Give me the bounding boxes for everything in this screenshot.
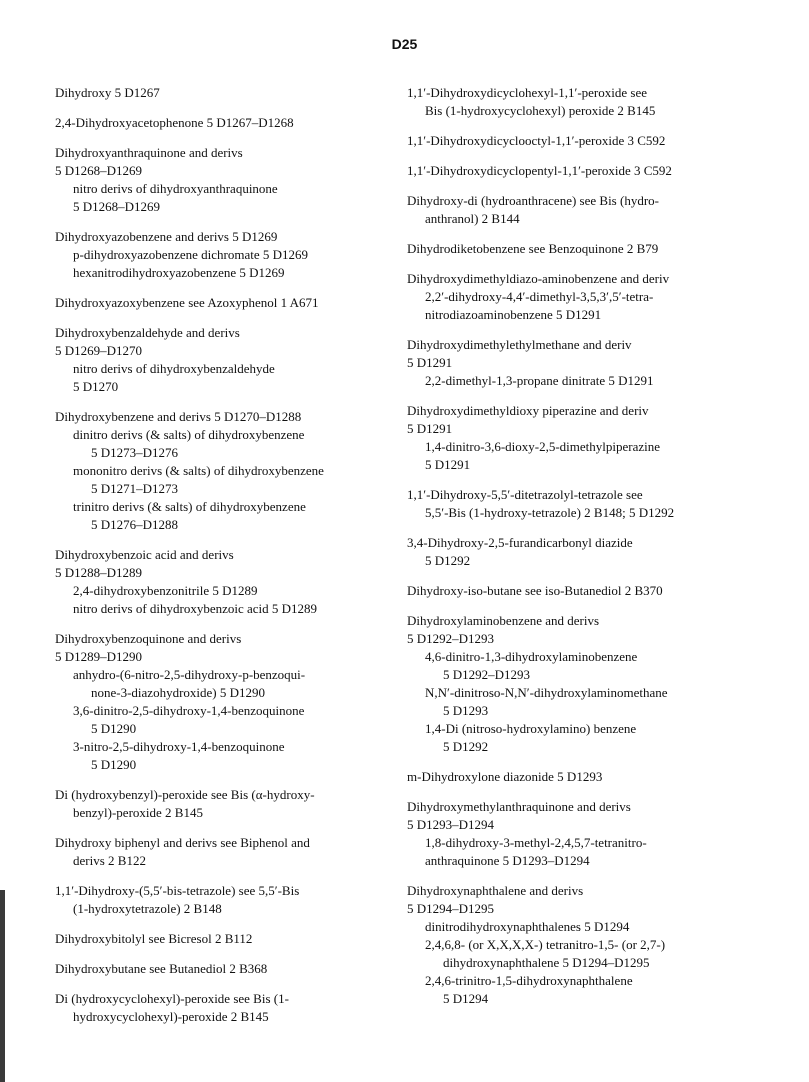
index-headword-line: 1,1′-Dihydroxydicyclooctyl-1,1′-peroxide 3 C592 <box>407 133 666 148</box>
index-entry <box>407 882 752 1008</box>
index-entry <box>407 534 752 570</box>
index-subline: 5 D1268–D1269 <box>73 199 161 214</box>
index-headword-line: 5 D1291 <box>407 421 453 436</box>
index-subline: anthraquinone 5 D1293–D1294 <box>425 853 590 868</box>
index-subline: derivs 2 B122 <box>73 853 146 868</box>
index-entry <box>55 114 390 132</box>
index-subline: dihydroxynaphthalene 5 D1294–D1295 <box>443 955 650 970</box>
index-headword-line: Di (hydroxycyclohexyl)-peroxide see Bis (1- <box>55 991 289 1006</box>
index-subline: 5 D1276–D1288 <box>91 517 179 532</box>
index-subline: 5 D1293 <box>443 703 489 718</box>
index-subline: 2,4-dihydroxybenzonitrile 5 D1289 <box>73 583 258 598</box>
index-entry <box>55 786 390 822</box>
index-subline: nitro derivs of dihydroxybenzaldehyde <box>73 361 275 376</box>
index-subline: (1-hydroxytetrazole) 2 B148 <box>73 901 222 916</box>
index-subline: 1,4-Di (nitroso-hydroxylamino) benzene <box>425 721 637 736</box>
index-subline: 5 D1270 <box>73 379 119 394</box>
index-headword-line: Dihydroxybenzaldehyde and derivs <box>55 325 240 340</box>
index-headword-line: 5 D1288–D1289 <box>55 565 143 580</box>
index-entry <box>55 630 390 774</box>
index-headword-line: Dihydroxylaminobenzene and derivs <box>407 613 600 628</box>
index-headword-line: 1,1′-Dihydroxydicyclopentyl-1,1′-peroxide 3 C592 <box>407 163 672 178</box>
index-headword-line: 5 D1292–D1293 <box>407 631 495 646</box>
index-subline: 5 D1290 <box>91 721 137 736</box>
index-subline: dinitro derivs (& salts) of dihydroxybenzene <box>73 427 305 442</box>
index-headword-line: 5 D1293–D1294 <box>407 817 495 832</box>
index-entry <box>407 192 752 228</box>
index-headword-line: 5 D1291 <box>407 355 453 370</box>
index-subline: Bis (1-hydroxycyclohexyl) peroxide 2 B145 <box>425 103 656 118</box>
page-header: D25 <box>391 36 418 52</box>
index-headword-line: Dihydroxydimethyldioxy piperazine and deriv <box>407 403 649 418</box>
index-headword-line: Dihydroxybenzoic acid and derivs <box>55 547 234 562</box>
index-subline: 5 D1290 <box>91 757 137 772</box>
index-entry <box>55 546 390 618</box>
index-subline: 2,2′-dihydroxy-4,4′-dimethyl-3,5,3′,5′-tetra- <box>425 289 654 304</box>
index-entry <box>55 144 390 216</box>
index-subline: mononitro derivs (& salts) of dihydroxybenzene <box>73 463 324 478</box>
index-headword-line: 5 D1289–D1290 <box>55 649 143 664</box>
index-headword-line: 1,1′-Dihydroxydicyclohexyl-1,1′-peroxide see <box>407 85 647 100</box>
index-entry <box>407 768 752 786</box>
index-subline: 1,8-dihydroxy-3-methyl-2,4,5,7-tetranitro- <box>425 835 647 850</box>
index-subline: dinitrodihydroxynaphthalenes 5 D1294 <box>425 919 630 934</box>
index-headword-line: Dihydroxy 5 D1267 <box>55 85 160 100</box>
index-entry <box>407 798 752 870</box>
index-entry <box>407 402 752 474</box>
index-subline: 2,4,6,8- (or X,X,X,X-) tetranitro-1,5- (or 2,7-) <box>425 937 666 952</box>
index-headword-line: Dihydroxybitolyl see Bicresol 2 B112 <box>55 931 253 946</box>
index-subline: nitrodiazoaminobenzene 5 D1291 <box>425 307 602 322</box>
index-subline: p-dihydroxyazobenzene dichromate 5 D1269 <box>73 247 309 262</box>
index-headword-line: Dihydroxyanthraquinone and derivs <box>55 145 243 160</box>
index-entry <box>407 132 752 150</box>
index-headword-line: Dihydroxynaphthalene and derivs <box>407 883 584 898</box>
index-headword-line: 5 D1269–D1270 <box>55 343 143 358</box>
index-headword-line: 1,1′-Dihydroxy-(5,5′-bis-tetrazole) see 5,5′-Bis <box>55 883 300 898</box>
index-subline: 5 D1273–D1276 <box>91 445 179 460</box>
index-entry <box>55 408 390 534</box>
index-entry <box>407 336 752 390</box>
index-entry <box>407 612 752 756</box>
index-headword-line: Dihydroxy-iso-butane see iso-Butanediol 2 B370 <box>407 583 663 598</box>
index-subline: trinitro derivs (& salts) of dihydroxybenzene <box>73 499 306 514</box>
index-entry <box>407 582 752 600</box>
index-entry <box>55 324 390 396</box>
index-subline: benzyl)-peroxide 2 B145 <box>73 805 203 820</box>
index-subline: 5 D1294 <box>443 991 489 1006</box>
index-subline: 3-nitro-2,5-dihydroxy-1,4-benzoquinone <box>73 739 285 754</box>
index-headword-line: Dihydroxyazobenzene and derivs 5 D1269 <box>55 229 278 244</box>
index-entry <box>407 270 752 324</box>
index-entry <box>55 294 390 312</box>
index-headword-line: Dihydroxy-di (hydroanthracene) see Bis (hydro- <box>407 193 659 208</box>
index-headword-line: Dihydroxy biphenyl and derivs see Biphenol and <box>55 835 310 850</box>
index-entry <box>55 84 390 102</box>
index-headword-line: Dihydroxybenzene and derivs 5 D1270–D1288 <box>55 409 302 424</box>
index-subline: 5 D1292 <box>443 739 489 754</box>
index-subline: nitro derivs of dihydroxyanthraquinone <box>73 181 278 196</box>
index-subline: 5 D1292 <box>425 553 471 568</box>
index-headword-line: Dihydroxyazoxybenzene see Azoxyphenol 1 A671 <box>55 295 319 310</box>
index-subline: anhydro-(6-nitro-2,5-dihydroxy-p-benzoqui- <box>73 667 306 682</box>
index-headword-line: 1,1′-Dihydroxy-5,5′-ditetrazolyl-tetrazole see <box>407 487 643 502</box>
index-subline: 3,6-dinitro-2,5-dihydroxy-1,4-benzoquinone <box>73 703 305 718</box>
index-headword-line: Dihydroxymethylanthraquinone and derivs <box>407 799 631 814</box>
index-subline: 5,5′-Bis (1-hydroxy-tetrazole) 2 B148; 5 D1292 <box>425 505 675 520</box>
index-headword-line: 3,4-Dihydroxy-2,5-furandicarbonyl diazide <box>407 535 633 550</box>
index-entry <box>407 84 752 120</box>
index-headword-line: 2,4-Dihydroxyacetophenone 5 D1267–D1268 <box>55 115 294 130</box>
index-subline: nitro derivs of dihydroxybenzoic acid 5 D1289 <box>73 601 318 616</box>
index-entry <box>55 930 390 948</box>
index-headword-line: Dihydroxybutane see Butanediol 2 B368 <box>55 961 268 976</box>
index-subline: none-3-diazohydroxide) 5 D1290 <box>91 685 266 700</box>
index-entry <box>55 990 390 1026</box>
index-entry <box>55 882 390 918</box>
index-headword-line: Di (hydroxybenzyl)-peroxide see Bis (α-hydroxy- <box>55 787 315 802</box>
index-headword-line: Dihydrodiketobenzene see Benzoquinone 2 B79 <box>407 241 659 256</box>
index-subline: 2,4,6-trinitro-1,5-dihydroxynaphthalene <box>425 973 633 988</box>
index-subline: 1,4-dinitro-3,6-dioxy-2,5-dimethylpiperazine <box>425 439 661 454</box>
index-subline: 2,2-dimethyl-1,3-propane dinitrate 5 D1291 <box>425 373 654 388</box>
index-subline: hexanitrodihydroxyazobenzene 5 D1269 <box>73 265 285 280</box>
scan-edge-shadow <box>0 890 5 1082</box>
index-headword-line: Dihydroxydimethylethylmethane and deriv <box>407 337 632 352</box>
index-subline: hydroxycyclohexyl)-peroxide 2 B145 <box>73 1009 269 1024</box>
index-headword-line: m-Dihydroxylone diazonide 5 D1293 <box>407 769 603 784</box>
index-entry <box>55 834 390 870</box>
index-subline: 4,6-dinitro-1,3-dihydroxylaminobenzene <box>425 649 638 664</box>
index-entry <box>407 486 752 522</box>
index-headword-line: 5 D1268–D1269 <box>55 163 143 178</box>
index-entry <box>407 162 752 180</box>
index-column-right <box>407 84 752 1020</box>
index-subline: 5 D1292–D1293 <box>443 667 531 682</box>
index-subline: 5 D1271–D1273 <box>91 481 179 496</box>
index-column-left <box>55 84 390 1038</box>
index-subline: N,N′-dinitroso-N,N′-dihydroxylaminomethane <box>425 685 668 700</box>
index-entry <box>55 228 390 282</box>
index-subline: anthranol) 2 B144 <box>425 211 520 226</box>
index-entry <box>407 240 752 258</box>
index-headword-line: Dihydroxydimethyldiazo-aminobenzene and deriv <box>407 271 670 286</box>
index-entry <box>55 960 390 978</box>
index-headword-line: 5 D1294–D1295 <box>407 901 495 916</box>
index-headword-line: Dihydroxybenzoquinone and derivs <box>55 631 242 646</box>
index-subline: 5 D1291 <box>425 457 471 472</box>
